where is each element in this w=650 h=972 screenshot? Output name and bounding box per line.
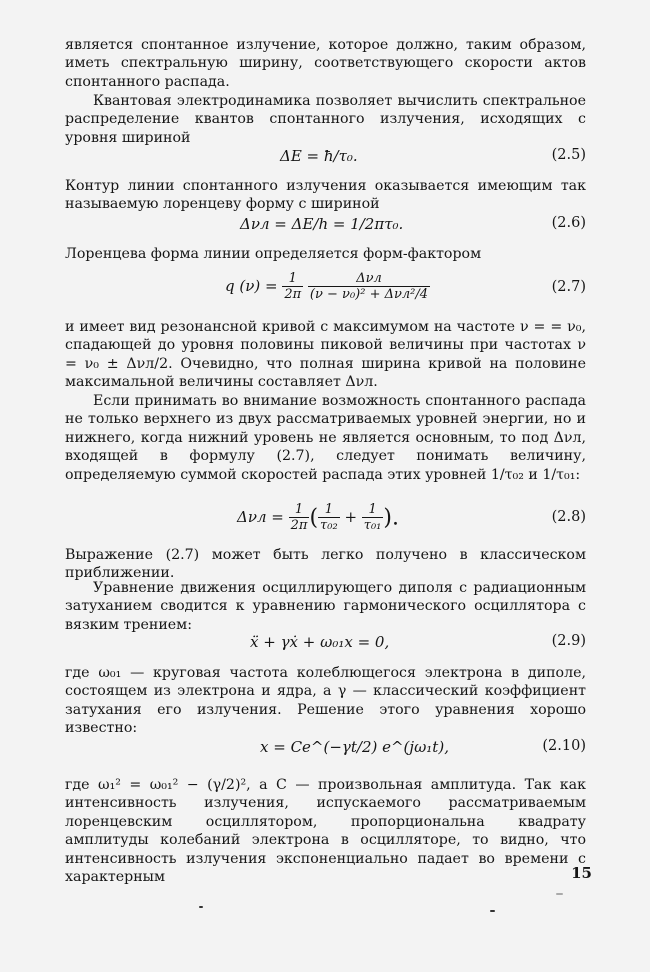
equation-2-8-term-a <box>318 502 340 534</box>
paragraph-1: является спонтанное излучение, которое должно, таким образом, иметь спектральную ширину, соответствующего скорости актов спонтанного распада. <box>65 37 586 90</box>
page-number: 15 <box>571 864 592 882</box>
equation-2-9-number: (2.9) <box>551 633 586 649</box>
equation-2-8 <box>65 500 586 542</box>
equation-2-8-lhs: Δνл = <box>237 508 284 526</box>
paragraph-4: Лоренцева форма линии определяется форм-фактором <box>65 246 482 262</box>
coefficient-numerator: 1 <box>282 271 303 287</box>
equation-2-10-number: (2.10) <box>542 738 586 754</box>
equation-2-7-fraction <box>308 271 430 303</box>
equation-2-8-coefficient <box>289 502 310 534</box>
paragraph-2: Квантовая электродинамика позволяет вычислить спектральное распределение квантов спонтанного излучения, исходящих с уровня шириной <box>65 93 586 146</box>
term-a-denominator: τ₀₂ <box>320 518 338 533</box>
equation-2-7-number: (2.7) <box>551 279 586 295</box>
term-b-denominator: τ₀₁ <box>363 518 382 533</box>
equation-2-6-formula: Δνл = ΔE/h = 1/2πτ₀. <box>240 215 404 233</box>
paragraph-5: и имеет вид резонансной кривой с максимумом на частоте ν = = ν₀, спадающей до уровня половины пиковой величины при частотах ν = ν₀ ± Δνл/2. Очевидно, что полная ширина кривой на половине максимальной величины составляет Δνл. <box>65 319 586 391</box>
equation-2-5-number: (2.5) <box>551 147 586 163</box>
scan-speck <box>199 906 203 908</box>
coefficient-denominator: 2π <box>284 287 302 302</box>
paragraph-9: где ω₀₁ — круговая частота колеблющегося электрона в диполе, состоящем из электрона и ядра, а γ — классический коэффициент затухания его излучения. Решение этого уравнения хорошо известно: <box>65 665 586 737</box>
equation-2-7-coefficient <box>282 271 303 303</box>
fraction-numerator: Δνл <box>308 271 430 287</box>
equation-2-9-formula: ẍ + γẋ + ω₀₁x = 0, <box>250 633 390 651</box>
term-b-numerator: 1 <box>362 502 384 518</box>
paragraph-3: Контур линии спонтанного излучения оказывается имеющим так называемую лоренцеву форму с шириной <box>65 178 586 213</box>
term-a-numerator: 1 <box>318 502 340 518</box>
paragraph-8: Уравнение движения осциллирующего диполя с радиационным затуханием сводится к уравнению гармонического осциллятора с вязким трением: <box>65 580 586 633</box>
scan-speck <box>490 910 495 912</box>
coefficient-numerator: 1 <box>289 502 310 518</box>
equation-2-8-formula: Δνл = $\frac{1}{2\pi}$ ( $\frac{1}{\text{τ₀₂}}$ + $\frac{1}{\text{τ₀₁}}$ ). <box>237 502 399 533</box>
paragraph-6: Если принимать во внимание возможность спонтанного распада не только верхнего из двух рассматриваемых уровней энергии, но и нижнего, когда нижний уровень не является основным, то под Δνл, входящей в формулу (2.7), следует понимать величину, определяемую суммой скоростей распада этих уровней 1/τ₀₂ и 1/τ₀₁: <box>65 393 586 483</box>
equation-2-5-formula: ΔE = ħ/τ₀. <box>280 147 358 165</box>
coefficient-denominator: 2π <box>290 518 308 533</box>
fraction-denominator: (ν − ν₀)² + Δνл²/4 <box>309 287 429 302</box>
equation-2-7-lhs: q (ν) = <box>225 277 278 295</box>
paragraph-10: где ω₁² = ω₀₁² − (γ/2)², а C — произвольная амплитуда. Так как интенсивность излучения, испускаемого рассматриваемым лоренцевским осциллятором, пропорциональна квадрату амплитуды колебаний электрона в осцилляторе, то видно, что интенсивность излучения экспоненциально падает во времени с характерным <box>65 777 586 886</box>
equation-2-6-number: (2.6) <box>551 215 586 231</box>
equation-2-10 <box>65 738 586 774</box>
equation-2-8-term-b <box>362 502 384 534</box>
equation-2-10-formula: x = Ce^(−γt/2) e^(jω₁t), <box>260 738 449 756</box>
equation-2-7 <box>65 268 586 312</box>
scan-speck <box>556 893 563 895</box>
equation-2-7-formula <box>225 271 430 303</box>
paragraph-7: Выражение (2.7) может быть легко получено в классическом приближении. <box>65 547 586 582</box>
equation-2-8-number: (2.8) <box>551 509 586 525</box>
